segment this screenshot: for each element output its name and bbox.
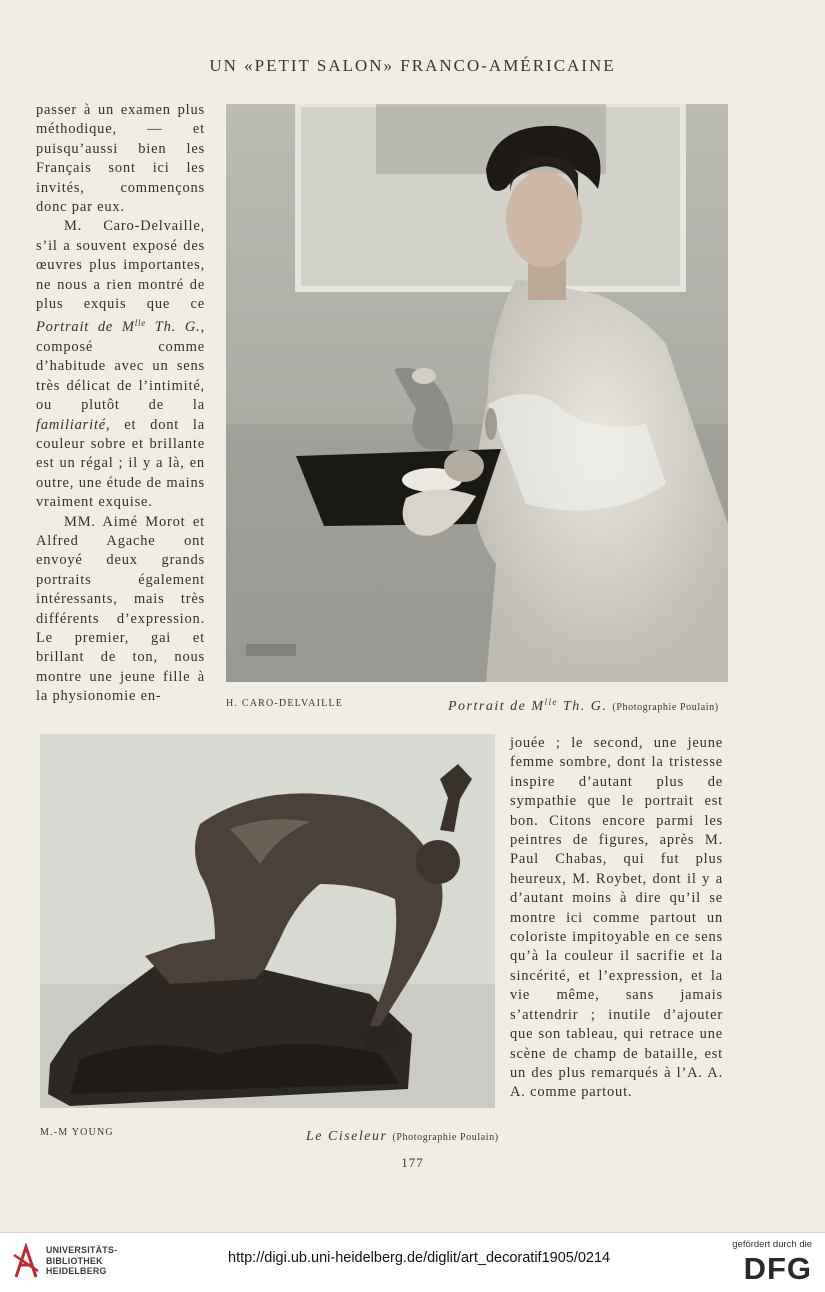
sculpture-illustration <box>40 734 495 1108</box>
portrait-plate <box>226 104 728 682</box>
portrait-illustration <box>226 104 728 682</box>
university-line: UNIVERSITÄTS- <box>46 1245 118 1255</box>
viewer-footer <box>0 1232 825 1292</box>
figure1-credit: (Photographie Poulain) <box>612 702 719 713</box>
paragraph: jouée ; le second, une jeune femme sombre, dont la tristesse inspire d’autant plus de sympathie que le portrait est bon. Citons encore parmi les peintres de figures, après M. Paul Chabas, qui fut plus heureux, M. Roybet, dont il y a d’autant moins à dire qu’il se montre ici comme partout un coloriste impitoyable en ce sens qu’à la couleur il sacrifie et la sincérité, et l’expression, et la vie même, sans jamais s’attendrir ; inutile d’ajouter que son tableau, qui retrace une scène de champ de bataille, est un des plus remarqués à l’A. A. A. comme partout. <box>510 735 723 1101</box>
figure2-credit: (Photographie Poulain) <box>392 1132 499 1143</box>
left-text-column <box>36 101 205 707</box>
paragraph: M. Caro-Delvaille, s’il a souvent exposé des œuvres plus importantes, ne nous a rien montré de plus exquis que ce Portrait de $M^{lle}$ Th. G., composé comme d’habitude avec un sens très délicat de l’intimité, ou plutôt de la familiarité, et dont la couleur sobre et brillante est un régal ; il y a là, en outre, une étude de mains vraiment exquise. <box>36 218 205 511</box>
dfg-caption: gefördert durch die <box>732 1239 812 1250</box>
sculpture-plate <box>40 734 495 1108</box>
university-line: BIBLIOTHEK <box>46 1255 103 1266</box>
paragraph: passer à un examen plus méthodique, — et puisqu’aussi bien les Français sont ici les invités, commençons donc par eux. <box>36 102 205 216</box>
running-head: UN «PETIT SALON» FRANCO-AMÉRICAINE <box>209 56 616 75</box>
university-logo-icon[interactable] <box>12 1243 40 1279</box>
figure2-artist: M.-M YOUNG <box>40 1127 114 1138</box>
dfg-logo-icon[interactable]: DFG <box>743 1251 812 1286</box>
figure1-title: Portrait de $M^{lle}$ Th. G. (Photographie Poulain) <box>448 697 719 714</box>
university-name <box>46 1245 117 1277</box>
figure2-title: Le Ciseleur (Photographie Poulain) <box>306 1129 499 1144</box>
right-text-column <box>510 734 723 1103</box>
figure1-artist: H. CARO-DELVAILLE <box>226 698 344 709</box>
permalink-url[interactable]: http://digi.ub.uni-heidelberg.de/diglit/art_decoratif1905/0214 <box>228 1250 611 1266</box>
university-line: HEIDELBERG <box>46 1266 107 1276</box>
page-number: 177 <box>401 1155 424 1170</box>
paragraph: MM. Aimé Morot et Alfred Agache ont envoyé deux grands portraits également intéressants, mais très différents d’expression. Le premier, gai et brillant de ton, nous montre une jeune fille à la physionomie en- <box>36 513 205 705</box>
